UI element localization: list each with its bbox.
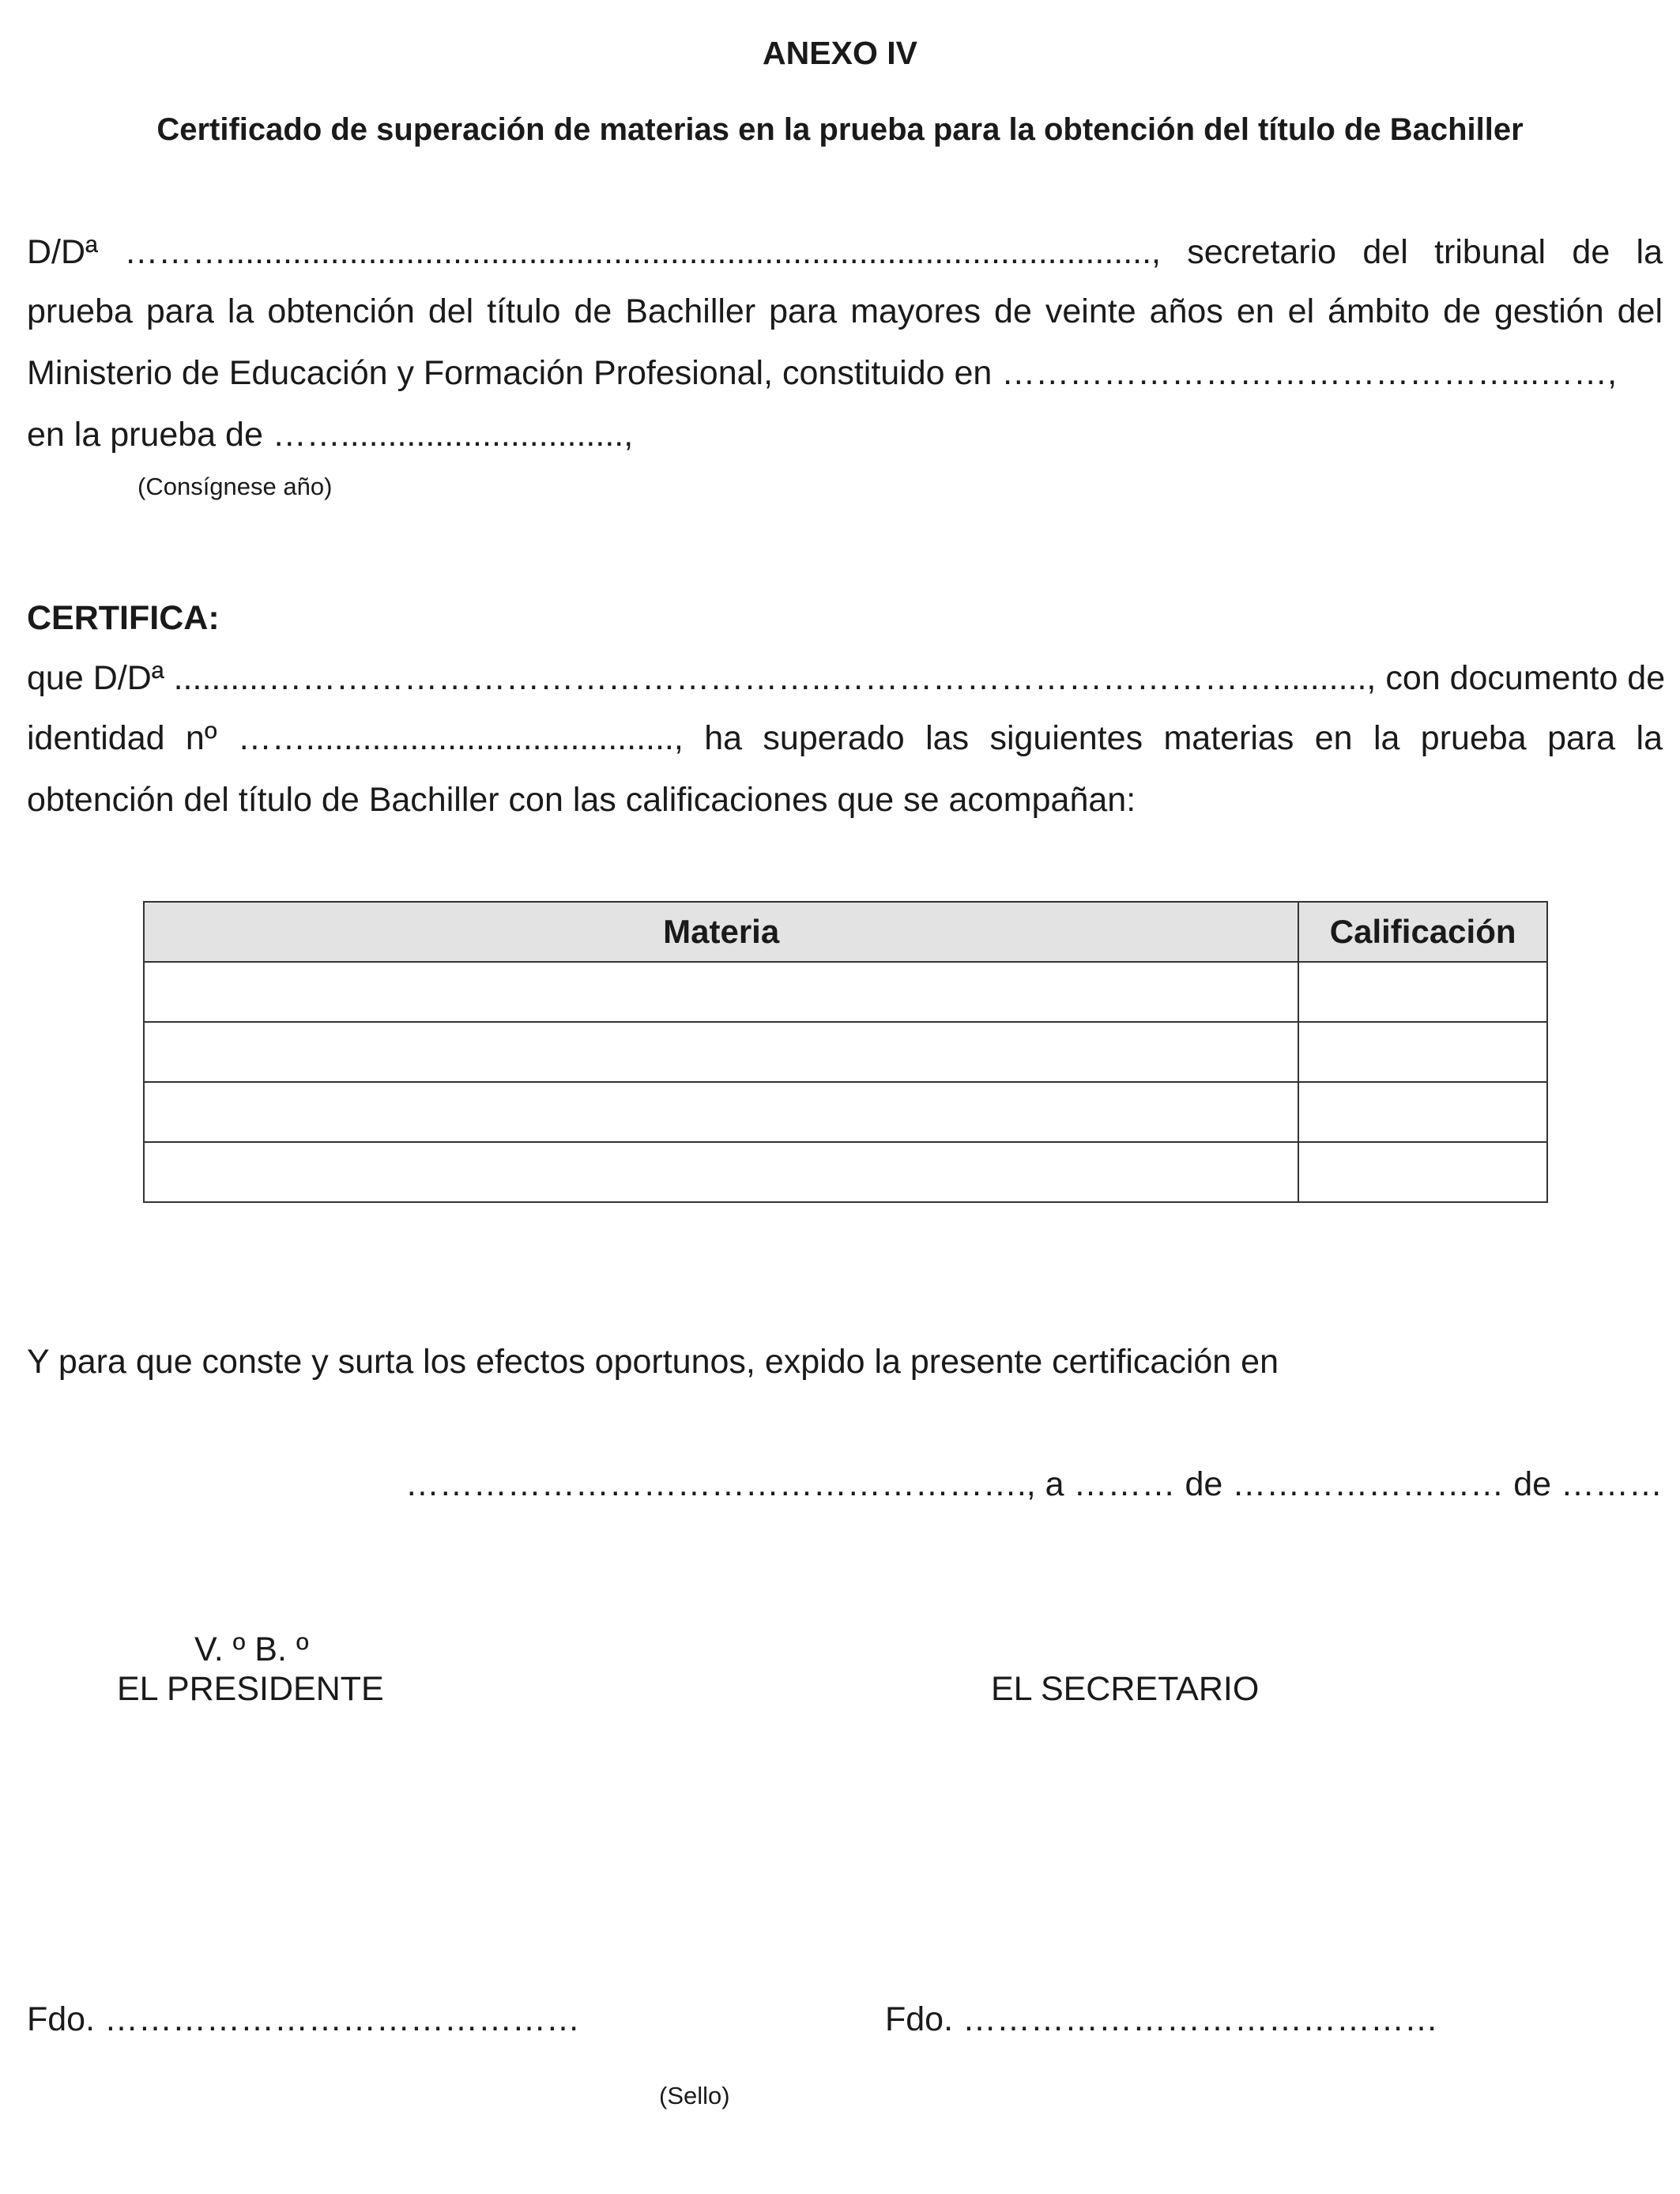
document-subtitle: Certificado de superación de materias en la prueba para la obtención del título de Bachiller <box>156 112 1524 147</box>
header-calificacion: Calificación <box>1298 902 1547 962</box>
table-row <box>144 962 1547 1022</box>
materia-cell[interactable] <box>144 1082 1298 1142</box>
calificacion-cell[interactable] <box>1298 1142 1547 1202</box>
sello-label: (Sello) <box>659 2082 730 2109</box>
year-note: (Consígnese año) <box>137 473 333 500</box>
materia-cell[interactable] <box>144 962 1298 1022</box>
grades-table <box>143 901 1548 1203</box>
closing-text: Y para que conste y surta los efectos oportunos, expido la presente certificación en <box>27 1343 1279 1381</box>
intro-line-2: prueba para la obtención del título de Bachiller para mayores de veinte años en el ámbito de gestión del <box>27 292 1663 330</box>
table-row <box>144 1022 1547 1082</box>
fdo-presidente: Fdo. …………………………………… <box>27 2000 580 2038</box>
secretario-label: EL SECRETARIO <box>991 1670 1260 1708</box>
document-title: ANEXO IV <box>763 35 917 71</box>
presidente-label: EL PRESIDENTE <box>117 1670 384 1708</box>
intro-line-1: D/Dª ……….................................................................................................., secretario del tribunal de la <box>27 233 1663 271</box>
fdo-secretario: Fdo. …………………………………… <box>885 2000 1438 2038</box>
materia-cell[interactable] <box>144 1022 1298 1082</box>
certifica-line-3: obtención del título de Bachiller con las calificaciones que se acompañan: <box>27 781 1136 819</box>
header-materia: Materia <box>144 902 1298 962</box>
intro-line-3: Ministerio de Educación y Formación Profesional, constituido en ………………………………………...……, <box>27 354 1618 392</box>
table-row <box>144 1082 1547 1142</box>
certifica-line-2: identidad nº ……......................................., ha superado las siguientes materias en la prueba para la <box>27 719 1663 757</box>
table-header-row <box>144 902 1547 962</box>
calificacion-cell[interactable] <box>1298 1022 1547 1082</box>
table-row <box>144 1142 1547 1202</box>
certifica-line-1: que D/Dª ..........…………………………………………..………………………………….........., con documento de <box>27 659 1666 697</box>
materia-cell[interactable] <box>144 1142 1298 1202</box>
calificacion-cell[interactable] <box>1298 1082 1547 1142</box>
certifica-heading: CERTIFICA: <box>27 599 220 637</box>
calificacion-cell[interactable] <box>1298 962 1547 1022</box>
vobo-label: V. º B. º <box>194 1630 309 1668</box>
place-date-line: ………………………………………………., a ……… de …………………… de ……… <box>405 1465 1663 1503</box>
intro-line-4: en la prueba de …….............................., <box>27 416 634 454</box>
